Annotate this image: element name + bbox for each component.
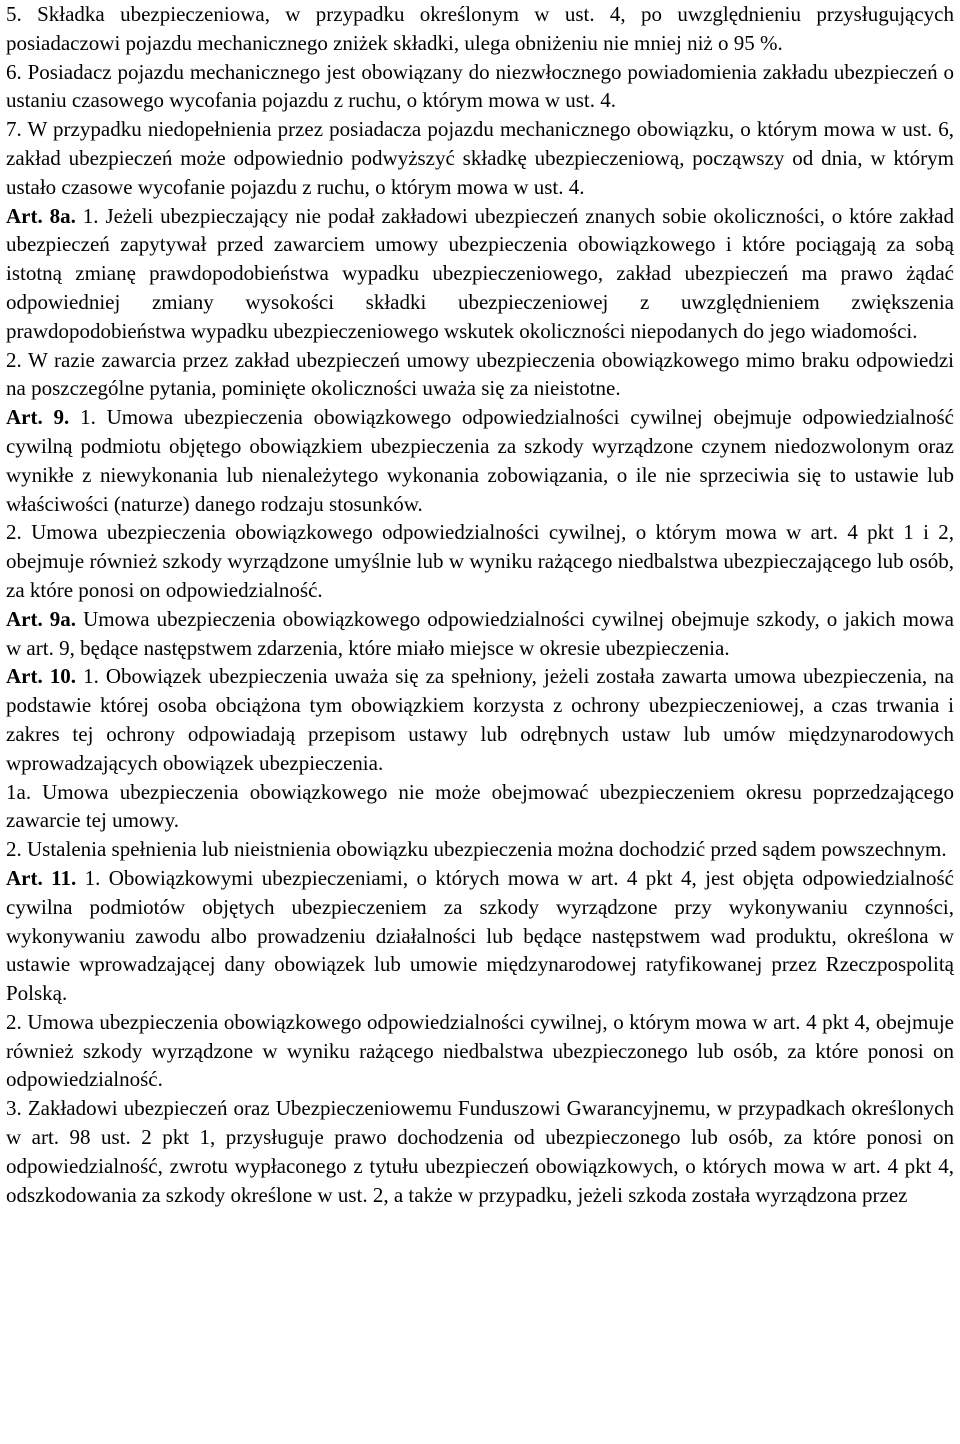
- paragraph-text: 1. Obowiązek ubezpieczenia uważa się za spełniony, jeżeli została zawarta umowa ubezpieczenia, na podstawie której osoba obciążona tym obowiązkiem korzysta z ochrony ubezpieczeniowej, a czas trwania i zakres tej ochrony odpowiadają przepisom ustawy lub odrębnych ustaw lub umów międzynarodowych wprowadzających obowiązek ubezpieczenia.: [6, 664, 954, 775]
- paragraph-text: Umowa ubezpieczenia obowiązkowego odpowiedzialności cywilnej obejmuje szkody, o jakich mowa w art. 9, będące następstwem zdarzenia, które miało miejsce w okresie ubezpieczenia.: [6, 606, 954, 660]
- paragraph-text: 1. Jeżeli ubezpieczający nie podał zakładowi ubezpieczeń znanych sobie okoliczności, o które zakład ubezpieczeń zapytywał przed zawarciem umowy ubezpieczenia obowiązkowego i które pociągają za sobą istotną zmianę prawdopodobieństwa wypadku ubezpieczeniowego, zakład ubezpieczeń ma prawo żądać odpowiedniej zmiany wysokości składki ubezpieczeniowej z uwzględnieniem zwiększenia prawdopodobieństwa wypadku ubezpieczeniowego wskutek okoliczności niepodanych do jego wiadomości.: [6, 203, 954, 343]
- paragraph-text: 1. Umowa ubezpieczenia obowiązkowego odpowiedzialności cywilnej obejmuje odpowiedzialność cywilną podmiotu objętego obowiązkiem ubezpieczenia za szkody wyrządzone czynem niedozwolonym oraz wynikłe z niewykonania lub nienależytego wykonania zobowiązania, o ile nie sprzeciwia się to ustawie lub właściwości (naturze) danego rodzaju stosunków.: [6, 405, 954, 516]
- paragraph-art-9-ust-1: [6, 403, 954, 518]
- paragraph-text: 2. Umowa ubezpieczenia obowiązkowego odpowiedzialności cywilnej, o którym mowa w art. 4 pkt 4, obejmuje również szkody wyrządzone w wyniku rażącego niedbalstwa ubezpieczonego lub osób, za które ponosi on odpowiedzialność.: [6, 1009, 954, 1092]
- paragraph-art-11-ust-1: [6, 864, 954, 1008]
- paragraph-text: 1a. Umowa ubezpieczenia obowiązkowego nie może obejmować ubezpieczeniem okresu poprzedzającego zawarcie tej umowy.: [6, 779, 954, 833]
- paragraph-art-11-ust-3: [6, 1094, 954, 1209]
- paragraph-art-8a-ust-2: [6, 346, 954, 404]
- article-label: Art. 8a.: [6, 203, 76, 228]
- article-label: Art. 10.: [6, 664, 77, 689]
- paragraph-art-9a: [6, 605, 954, 663]
- article-label: Art. 9a.: [6, 606, 77, 631]
- paragraph-ust-6: [6, 58, 954, 116]
- paragraph-text: 6. Posiadacz pojazdu mechanicznego jest obowiązany do niezwłocznego powiadomienia zakładu ubezpieczeń o ustaniu czasowego wycofania pojazdu z ruchu, o którym mowa w ust. 4.: [6, 59, 954, 113]
- paragraph-art-8a-ust-1: [6, 202, 954, 346]
- paragraph-art-11-ust-2: [6, 1008, 954, 1094]
- paragraph-ust-5: [6, 0, 954, 58]
- paragraph-text: 3. Zakładowi ubezpieczeń oraz Ubezpieczeniowemu Funduszowi Gwarancyjnemu, w przypadkach określonych w art. 98 ust. 2 pkt 1, przysługuje prawo dochodzenia od ubezpieczonego lub osób, za które ponosi on odpowiedzialność, zwrotu wypłaconego z tytułu ubezpieczeń obowiązkowych, o których mowa w art. 4 pkt 4, odszkodowania za szkody określone w ust. 2, a także w przypadku, jeżeli szkoda została wyrządzona przez: [6, 1096, 954, 1207]
- paragraph-art-10-ust-1: [6, 662, 954, 777]
- paragraph-art-10-ust-2: [6, 835, 954, 864]
- paragraph-text: 2. Umowa ubezpieczenia obowiązkowego odpowiedzialności cywilnej, o którym mowa w art. 4 pkt 1 i 2, obejmuje również szkody wyrządzone umyślnie lub w wyniku rażącego niedbalstwa ubezpieczającego lub osób, za które ponosi on odpowiedzialność.: [6, 520, 954, 602]
- paragraph-ust-7: [6, 115, 954, 201]
- paragraph-text: 7. W przypadku niedopełnienia przez posiadacza pojazdu mechanicznego obowiązku, o którym mowa w ust. 6, zakład ubezpieczeń może odpowiednio podwyższyć składkę ubezpieczeniową, począwszy od dnia, w którym ustało czasowe wycofanie pojazdu z ruchu, o którym mowa w ust. 4.: [6, 117, 954, 199]
- paragraph-text: 5. Składka ubezpieczeniowa, w przypadku określonym w ust. 4, po uwzględnieniu przysługujących posiadaczowi pojazdu mechanicznego zniżek składki, ulega obniżeniu nie mniej niż o 95 %.: [6, 2, 954, 55]
- paragraph-text: 2. Ustalenia spełnienia lub nieistnienia obowiązku ubezpieczenia można dochodzić przed sądem powszechnym.: [6, 837, 947, 862]
- article-label: Art. 9.: [6, 405, 70, 430]
- paragraph-art-10-ust-1a: [6, 778, 954, 836]
- paragraph-art-9-ust-2: [6, 518, 954, 604]
- paragraph-text: 1. Obowiązkowymi ubezpieczeniami, o których mowa w art. 4 pkt 4, jest objęta odpowiedzialność cywilna podmiotów objętych ubezpieczeniem za szkody wyrządzone przy wykonywaniu czynności, wykonywaniu zawodu albo prowadzeniu działalności lub będące następstwem wad produktu, określona w ustawie wprowadzającej dany obowiązek lub umowie międzynarodowej ratyfikowanej przez Rzeczpospolitą Polską.: [6, 865, 954, 1006]
- paragraph-text: 2. W razie zawarcia przez zakład ubezpieczeń umowy ubezpieczenia obowiązkowego mimo braku odpowiedzi na poszczególne pytania, pominięte okoliczności uważa się za nieistotne.: [6, 347, 954, 401]
- article-label: Art. 11.: [6, 865, 77, 890]
